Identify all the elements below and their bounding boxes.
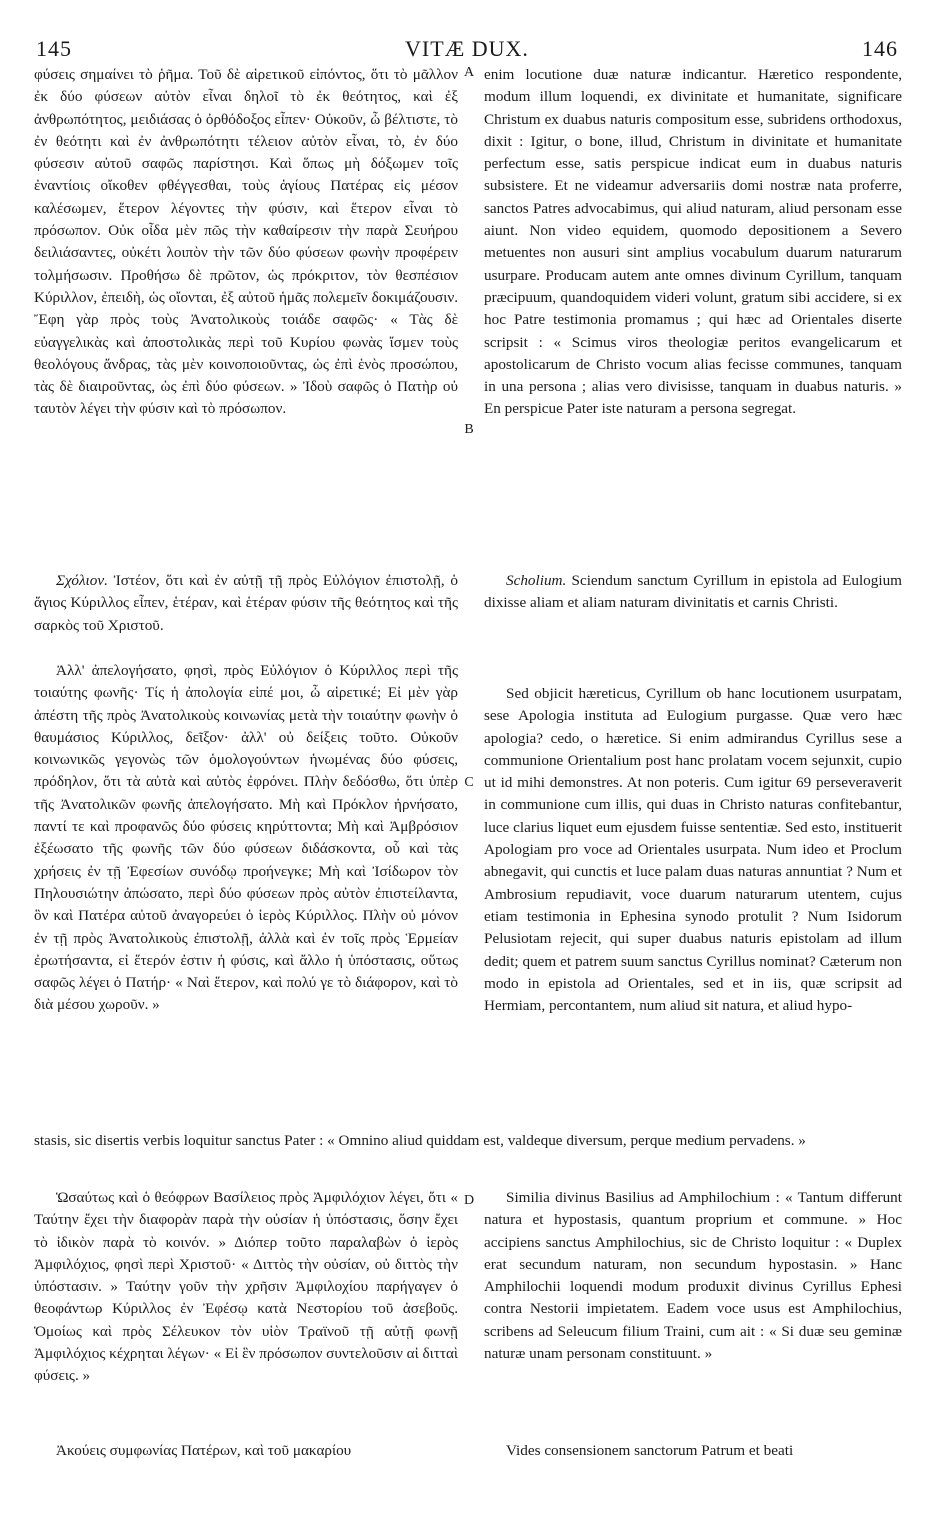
latin-scholion-text: Sciendum sanctum Cyrillum in epistola ad Eulogium dixisse aliam et aliam naturam divinitatis et carnis Christi.	[484, 572, 902, 612]
greek-paragraph-3: Ὡσαύτως καὶ ὁ θεόφρων Βασίλειος πρὸς Ἀμφιλόχιον λέγει, ὅτι « Ταύτην ἔχει τὴν διαφορὰν παρὰ τὴν οὐσίαν ἡ ὑπόστασις, ὅσην ἔχει τὸ ἰδικὸν παρὰ τὸ κοινόν. » Διόπερ τοῦτο παραλαβὼν ὁ ἱερὸς Ἀμφιλόχιος, φησὶ περὶ Χριστοῦ· « Διττὸς τὴν οὐσίαν, οὐ διττὸς τὴν ὑπόστασιν. » Ταύτην γοῦν τὴν χρῆσιν Ἀμφιλοχίου παρήγαγεν ὁ θεοφάντωρ Κύριλλος ἐν Ἐφέσῳ κατὰ Νεστορίου τοῦ ἀσεβοῦς. Ὁμοίως καὶ πρὸς Σέλευκον τὸν υἱὸν Τραϊνοῦ τῇ αὐτῇ φωνῇ Ἀμφιλόχιος κέχρηται λέγων· « Εἰ ἓν πρόσωπον συντελοῦσιν αἱ διτταὶ φύσεις. »	[34, 1189, 458, 1385]
margin-marker-d: D	[463, 1193, 475, 1208]
spanning-paragraph: stasis, sic disertis verbis loquitur sanctus Pater : « Omnino aliud quiddam est, valdeque diversum, perque medium pervadens. »	[34, 1132, 806, 1149]
margin-marker-c: C	[464, 775, 474, 790]
page-header	[36, 36, 898, 66]
greek-paragraph-1: φύσεις σημαίνει τὸ ῥῆμα. Τοῦ δὲ αἱρετικοῦ εἰπόντος, ὅτι τὸ μᾶλλον ἐκ δύο φύσεων αὐτὸν εἶναι δηλοῖ τὸ ἐκ θεότητος, καὶ ἐξ ἀνθρωπότητος, μειδιάσας ὁ ὀρθόδοξος εἶπεν· Οὐκοῦν, ὦ βέλτιστε, τὸ ἐν θεότητι καὶ ἐν ἀνθρωπότητι τέλειον αὐτὸν εἶναι, τὸ, ἐν δύο φύσεσιν αὐτοῦ σαφῶς παρίστησι. Καὶ ὅπως μὴ δόξωμεν τοῖς ἐναντίοις οἴκοθεν φθέγγεσθαι, τοὺς ἁγίους Πατέρας εἰς μέσον καλέσωμεν, ἕτερον λέγοντες τὴν φύσιν, καὶ ἕτερον εἶναι τὸ πρόσωπον. Οὐκ οἶδα μὲν πῶς τὴν καθαίρεσιν τὴν παρὰ Σευήρου δειλιάσαντες, οὐκέτι λοιπὸν τὴν τῶν δύο φύσεων φωνὴν προφέρειν τολμήσωσιν. Προθήσω δὲ πρῶτον, ὡς πρόκριτον, τὸν θεσπέσιον Κύριλλον, ἐπειδὴ, ὡς οἴονται, ἐξ αὐτοῦ ἡμᾶς πολεμεῖν δοκιμάζουσιν. Ἔφη γὰρ πρὸς τοὺς Ἀνατολικοὺς τοιάδε σαφῶς· « Τὰς δὲ εὐαγγελικὰς καὶ ἀποστολικὰς περὶ τοῦ Κυρίου φωνὰς ἴσμεν τοὺς θεολόγους ἄνδρας, τὰς μὲν κοινοποιοῦντας, ὡς ἐπὶ ἑνὸς προσώπου, τὰς δὲ διαιροῦντας, ὡς ἐπὶ δύο φύσεων. » Ἰδοὺ σαφῶς ὁ Πατὴρ οὐ ταυτὸν λέγει τὴν φύσιν καὶ τὸ πρόσωπον.	[34, 66, 458, 418]
latin-paragraph-3: Similia divinus Basilius ad Amphilochium : « Tantum differunt natura et hypostasis, quantum proprium et commune. » Hoc accipiens sanctus Amphilochius, sic de Christo loquitur : « Duplex erat secundum naturam, non secundum hypostasin. » Hanc Amphilochii loquendi modum produxit divinus Cyrillus Ephesi contra Nestorii impietatem. Eadem voce usus est Amphilochius, scribens ad Seleucum filium Traini, cum ait : « Si duæ seu geminæ naturæ unam personam constituunt. »	[484, 1189, 902, 1363]
running-title: VITÆ DUX.	[405, 36, 529, 61]
greek-column-last	[34, 1440, 458, 1462]
page-number-right: 146	[862, 36, 898, 61]
latin-scholion-label: Scholium.	[506, 572, 567, 589]
latin-column-upper	[484, 64, 902, 421]
latin-scholion	[484, 570, 902, 615]
greek-scholion	[34, 570, 458, 637]
greek-paragraph-4: Ἀκούεις συμφωνίας Πατέρων, καὶ τοῦ μακαρίου	[56, 1442, 352, 1459]
margin-marker-a: A	[463, 65, 475, 80]
latin-paragraph-2: Sed objicit hæreticus, Cyrillum ob hanc locutionem usurpatam, sese Apologia instituta ad Eulogium purgasse. Quæ vero hæc apologia? cedo, o hæretice. Si enim admirandus Cyrillus sese a communione Orientalium post hanc prolatam vocem sejunxit, cupio ut id mihi demonstres. At non poteris. Cum igitur 69 perseveraverit in communione cum illis, qui duas in Christo naturas confitebantur, luce clarius liquet eum ejusdem fuisse sententiæ. Sed esto, instituerit Apologiam pro voce ad Orientales usurpata. Num ideo et Proclum abnegavit, qui cunctis et luce palam duas naturas annuntiat ? Num et Ambrosium repudiavit, voce duarum naturarum utentem, cujus etiam testimonia in Ephesina synodo protulit ? Num Isidorum Pelusiotam rejecit, qui super duabus naturis epistolam ad illum dedit; quem et patrem suum sanctus Cyrillus nominat? Cæterum non modo in epistola ad Orientales, sed et in iis, quæ scripsit ad Hermiam, percontantem, num aliud sit natura, et aliud hypo-	[484, 685, 902, 1015]
margin-marker-b: B	[464, 422, 474, 437]
greek-column-upper	[34, 64, 458, 421]
greek-scholion-text: Ἰστέον, ὅτι καὶ ἐν αὐτῇ τῇ πρὸς Εὐλόγιον ἐπιστολῇ, ὁ ἅγιος Κύριλλος εἶπεν, ἑτέραν, καὶ ἑτέραν φύσιν τῆς θεότητος καὶ τῆς σαρκὸς τοῦ Χριστοῦ.	[34, 572, 458, 634]
greek-paragraph-2: Ἀλλ' ἀπελογήσατο, φησὶ, πρὸς Εὐλόγιον ὁ Κύριλλος περὶ τῆς τοιαύτης φωνῆς· Τίς ἡ ἀπολογία εἰπέ μοι, ὦ αἱρετικέ; Εἰ μὲν γὰρ ἀπέστη τῆς πρὸς Ἀνατολικοὺς κοινωνίας μετὰ τὴν τοιαύτην φωνὴν ὁ θαυμάσιος Κύριλλος, δεῖξον· ἀλλ' οὐ δείξεις τοῦτο. Οὐκοῦν κοινωνικῶς γεγονὼς τῶν ὁμολογούντων ἡνωμένας δύο φύσεις, πρόδηλον, ὅτι τὰ αὐτὰ καὶ αὐτὸς ἐφρόνει. Πλὴν δεδόσθω, ὅτι ὑπὲρ τῆς Ἀνατολικῶν φωνῆς ἀπελογήσατο. Μὴ καὶ Πρόκλον ἠρνήσατο, παντί τε καὶ προφανῶς δύο φύσεις κηρύττοντα; Μὴ καὶ Ἀμβρόσιον ἐξέωσατο τῆς φωνῆς τῶν δύο φύσεων διδάσκοντα, οὗ καὶ τὰς χρήσεις ἐν τῇ Ἐφεσίων συνόδῳ προήνεγκε; Μὴ καὶ Ἰσίδωρον τὸν Πηλουσιώτην ἀπώσατο, περὶ δύο φύσεων πρὸς αὐτὸν ἐπιστείλαντα, ὃν καὶ Πατέρα αὐτοῦ ἀναγορεύει ὁ ἱερὸς Κύριλλος. Πλὴν οὐ μόνον ἐν τῇ πρὸς Ἀνατολικοὺς ἐπιστολῇ, ἀλλὰ καὶ ἐν τοῖς πρὸς Ἑρμείαν ἐρωτήσαντα, εἰ ἕτερόν ἐστιν ἡ φύσις, καὶ ἄλλο ἡ ὑπόστασις, οὕτως σαφῶς λέγει ὁ Πατήρ· « Ναὶ ἕτερον, καὶ πολύ γε τὸ διάφορον, καὶ τὸ διὰ μέσου χωροῦν. »	[34, 662, 458, 1014]
greek-column-lower	[34, 1187, 458, 1388]
latin-column-lower	[484, 1187, 902, 1365]
latin-column-middle	[484, 683, 902, 1017]
latin-paragraph-1: enim locutione duæ naturæ indicantur. Hæretico respondente, modum illum loquendi, ex divinitate et humanitate, significare Christum ex duabus naturis compositum esse, subridens orthodoxus, dixit : Igitur, o bone, illud, Christum in divinitate et humanitate perfectum esse, satis perspicue indicat eum in duabus naturis subsistere. Et ne videamur adversariis domi nostræ nata proferre, sanctos Patres advocabimus, qui aliud naturam, aliud personam esse aiunt. Non video equidem, quomodo depositionem a Severo metuentes non ausuri sint amplius vocabulum duarum naturarum usurpare. Producam autem ante omnes divinum Cyrillum, tanquam præcipuum, quandoquidem videri volunt, gratum sibi accidere, si ex hoc Patre testimonia promamus ; qui hæc ad Orientales diserte scripsit : « Scimus viros theologiæ peritos evangelicarum et apostolicarum de Christo vocum alias fecisse communes, tanquam in una persona ; alias vero divisisse, tanquam in duabus naturis. » En perspicue Pater iste naturam a persona segregat.	[484, 66, 902, 418]
page-number-left: 145	[36, 36, 72, 61]
spanning-text	[34, 1130, 902, 1152]
latin-column-last	[484, 1440, 902, 1462]
greek-scholion-label: Σχόλιον.	[56, 572, 108, 589]
latin-paragraph-4: Vides consensionem sanctorum Patrum et beati	[506, 1442, 794, 1459]
greek-column-middle	[34, 660, 458, 1017]
